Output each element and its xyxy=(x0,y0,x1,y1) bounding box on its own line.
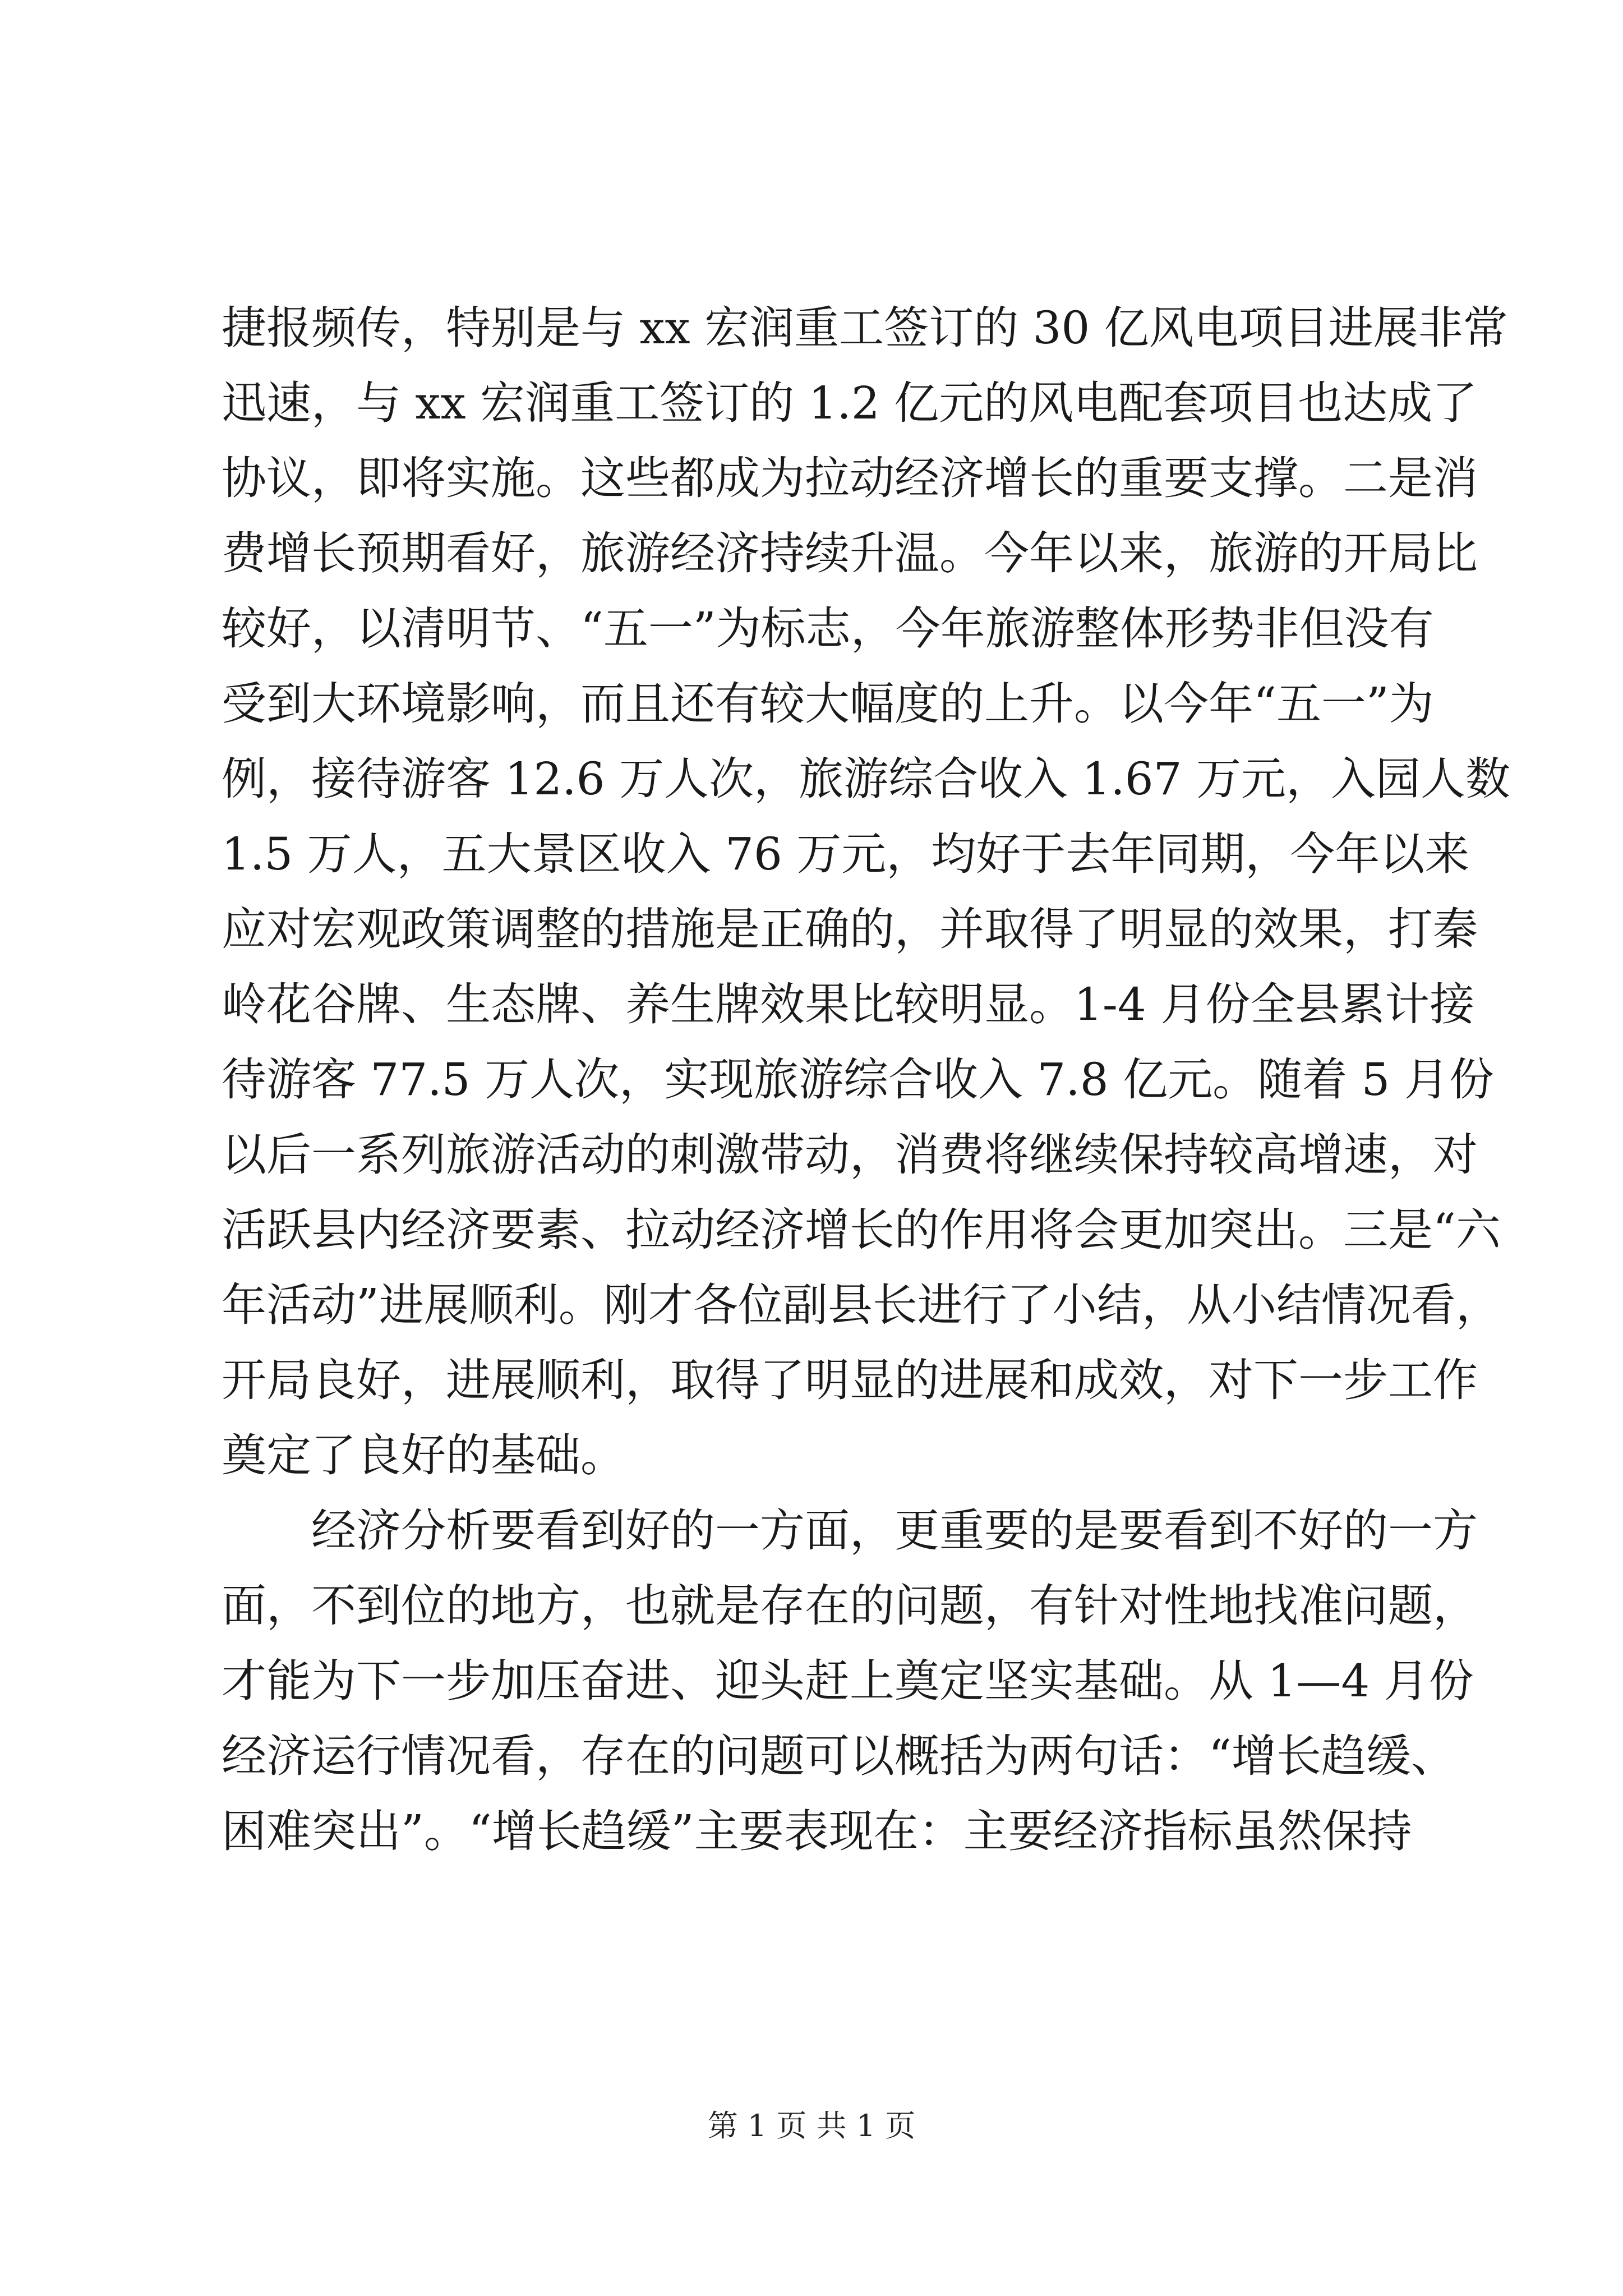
text-line: 岭花谷牌、生态牌、养生牌效果比较明显。1-4 月份全县累计接 xyxy=(222,978,1475,1030)
text-line: 应对宏观政策调整的措施是正确的，并取得了明显的效果，打秦 xyxy=(222,903,1478,955)
text-line: 困难突出”。“增长趋缓”主要表现在：主要经济指标虽然保持 xyxy=(222,1805,1412,1857)
text-line: 迅速，与 xx 宏润重工签订的 1.2 亿元的风电配套项目也达成了 xyxy=(222,377,1478,429)
text-line: 以后一系列旅游活动的刺激带动，消费将继续保持较高增速，对 xyxy=(222,1129,1478,1181)
text-line: 待游客 77.5 万人次，实现旅游综合收入 7.8 亿元。随着 5 月份 xyxy=(222,1053,1494,1106)
text-line: 例，接待游客 12.6 万人次，旅游综合收入 1.67 万元，入园人数 xyxy=(222,753,1510,805)
text-line: 较好，以清明节、“五一”为标志，今年旅游整体形势非但没有 xyxy=(222,602,1434,655)
paragraph-first-line: 经济分析要看到好的一方面，更重要的是要看到不好的一方 xyxy=(311,1504,1478,1557)
text-line: 受到大环境影响，而且还有较大幅度的上升。以今年“五一”为 xyxy=(222,678,1434,730)
text-line: 活跃县内经济要素、拉动经济增长的作用将会更加突出。三是“六 xyxy=(222,1204,1501,1256)
text-line: 年活动”进展顺利。刚才各位副县长进行了小结，从小结情况看， xyxy=(222,1279,1501,1331)
text-line: 捷报频传，特别是与 xx 宏润重工签订的 30 亿风电项目进展非常 xyxy=(222,302,1508,354)
text-line: 协议，即将实施。这些都成为拉动经济增长的重要支撑。二是消 xyxy=(222,452,1478,504)
text-line: 面，不到位的地方，也就是存在的问题，有针对性地找准问题， xyxy=(222,1580,1478,1632)
text-line: 费增长预期看好，旅游经济持续升温。今年以来，旅游的开局比 xyxy=(222,527,1478,579)
page-footer: 第 1 页 共 1 页 xyxy=(707,2108,916,2143)
text-line: 才能为下一步加压奋进、迎头赶上奠定坚实基础。从 1—4 月份 xyxy=(222,1655,1474,1707)
text-line: 经济运行情况看，存在的问题可以概括为两句话：“增长趋缓、 xyxy=(222,1730,1456,1782)
text-line: 1.5 万人，五大景区收入 76 万元，均好于去年同期，今年以来 xyxy=(222,828,1470,880)
text-line: 奠定了良好的基础。 xyxy=(222,1429,625,1481)
text-line: 开局良好，进展顺利，取得了明显的进展和成效，对下一步工作 xyxy=(222,1354,1478,1406)
